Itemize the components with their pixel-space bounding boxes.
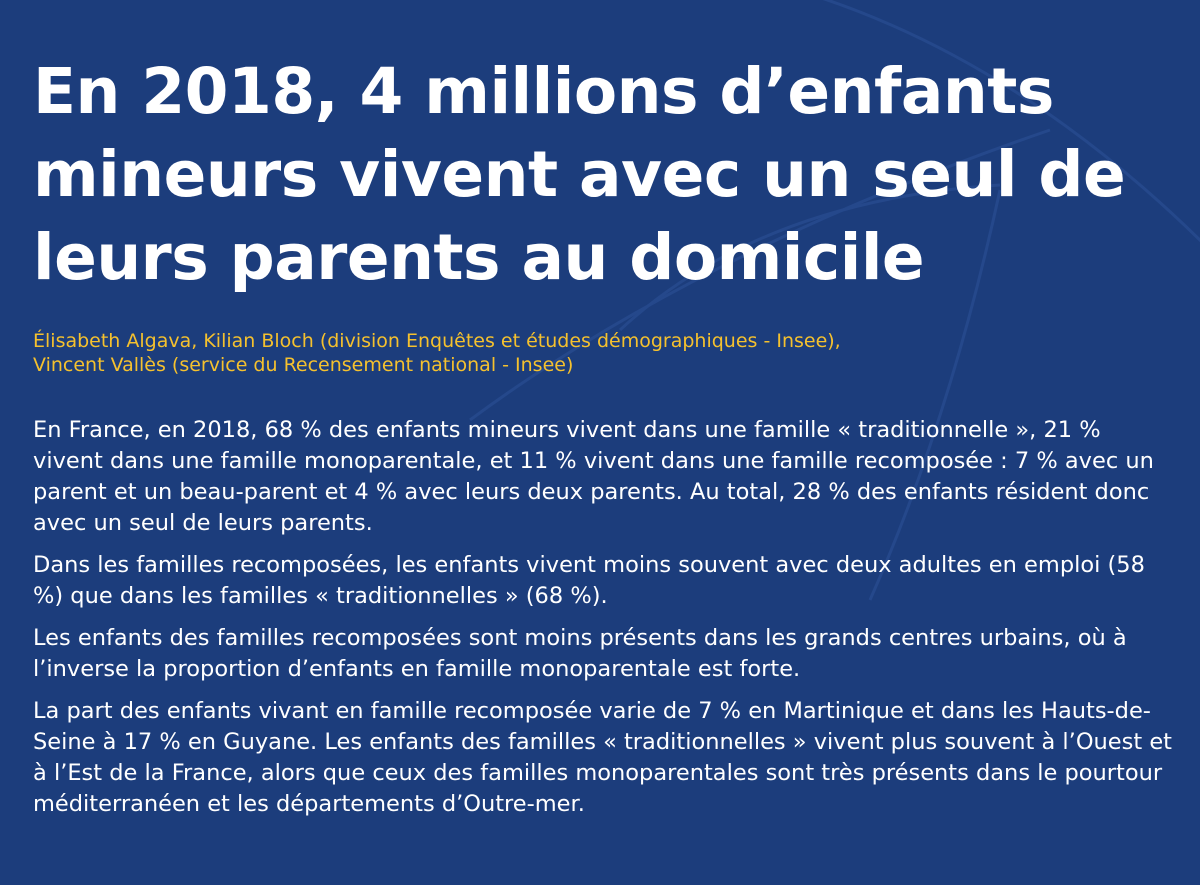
article-summary: [33, 50, 1173, 831]
summary-paragraph: En France, en 2018, 68 % des enfants mineurs vivent dans une famille « traditionnelle », 21 % vivent dans une famille monoparentale, et 11 % vivent dans une famille recomposée : 7 % avec un parent et un beau-parent et 4 % avec leurs deux parents. Au total, 28 % des enfants résident donc avec un seul de leurs parents.: [33, 417, 1154, 536]
authors-line: Élisabeth Algava, Kilian Bloch (division Enquêtes et études démographiques - Insee),: [33, 330, 841, 352]
summary-paragraph: La part des enfants vivant en famille recomposée varie de 7 % en Martinique et dans les Hauts-de-Seine à 17 % en Guyane. Les enfants des familles « traditionnelles » vivent plus souvent à l’Ouest et à l’Est de la France, alors que ceux des familles monoparentales sont très présents dans le pourtour méditerranéen et les départements d’Outre-mer.: [33, 698, 1173, 817]
authors-line: Vincent Vallès (service du Recensement national - Insee): [33, 354, 574, 376]
summary-paragraph: Dans les familles recomposées, les enfants vivent moins souvent avec deux adultes en emploi (58 %) que dans les familles « traditionnelles » (68 %).: [33, 552, 1145, 609]
authors: [33, 329, 1173, 377]
page-title: En 2018, 4 millions d’enfants mineurs vivent avec un seul de leurs parents au domicile: [33, 55, 1126, 294]
summary-paragraph: Les enfants des familles recomposées sont moins présents dans les grands centres urbains, où à l’inverse la proportion d’enfants en famille monoparentale est forte.: [33, 625, 1127, 682]
summary-body: [33, 415, 1173, 820]
